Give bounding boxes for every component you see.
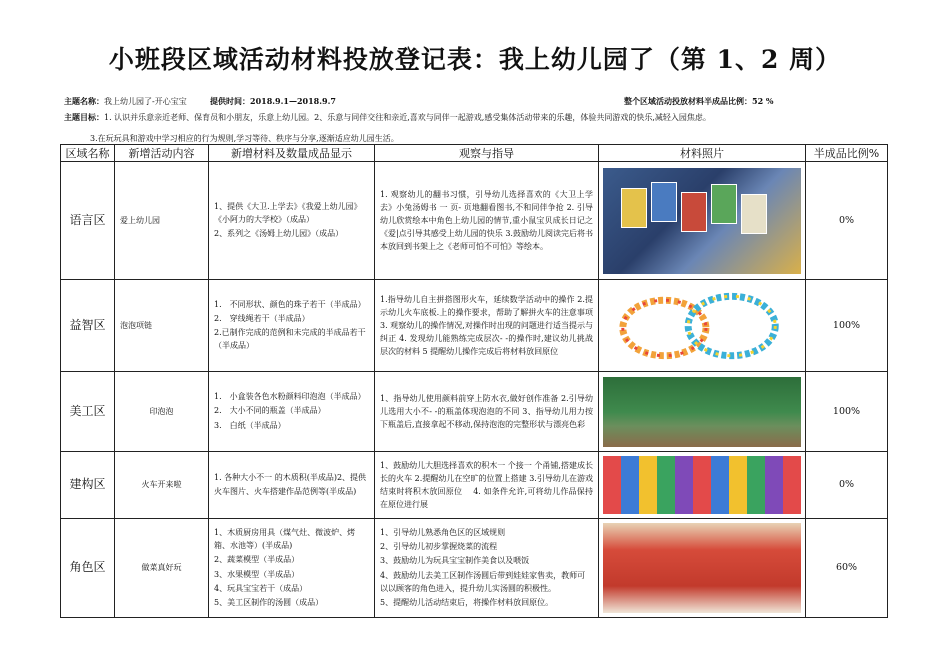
- observation-cell: 1、指导幼儿使用颜料前穿上防水衣,做好创作准备 2.引导幼儿选用大小不- -的瓶盖体现泡泡的不同 3、指导幼儿用力按下瓶盖后,直接拿起不移动,保持泡泡的完整形状与漂亮色彩: [375, 372, 599, 452]
- materials-cell: [209, 372, 375, 452]
- table-row: [61, 162, 888, 280]
- area-name: 益智区: [61, 280, 115, 372]
- material-item: 2、系列之《汤姆上幼儿园》（成品）: [214, 229, 344, 239]
- necklace-drawing: [603, 286, 801, 366]
- ratio-value: 52 %: [752, 96, 774, 106]
- header-activity: 新增活动内容: [115, 145, 209, 162]
- materials-cell: [209, 452, 375, 519]
- bead-necklace-photo: [603, 286, 801, 366]
- ratio-cell: 0%: [806, 452, 888, 519]
- ratio-cell: 100%: [806, 372, 888, 452]
- material-item: 5、美工区制作的汤圆（成品）: [214, 597, 324, 607]
- material-item: 1. 不同形状、颜色的珠子若干（半成品）: [214, 299, 366, 309]
- area-name: 美工区: [61, 372, 115, 452]
- area-name: 语言区: [61, 162, 115, 280]
- activity-name: 爱上幼儿园: [115, 162, 209, 280]
- goal-label: 主题目标：: [64, 112, 104, 122]
- material-item: 2. 大小不同的瓶盖（半成品）: [214, 406, 326, 416]
- materials-cell: [209, 162, 375, 280]
- ratio-label: 整个区域活动投放材料半成品比例：: [624, 96, 752, 106]
- photo-cell: [599, 280, 806, 372]
- table-row: [61, 372, 888, 452]
- books-photo: [603, 168, 801, 274]
- photo-cell: [599, 452, 806, 519]
- registration-table: [60, 144, 888, 618]
- theme-name-label: 主题名称：: [64, 96, 104, 106]
- observation-cell: 1、鼓励幼儿大胆选择喜欢的积木一 个接一 个甬铺,搭建成长长的火车 2.提醒幼儿在空旷的位置上搭建 3.引导幼儿在游戏结束时将积木放回原位 4. 如条件允许,可将幼儿作品保持在原位进行展: [375, 452, 599, 519]
- photo-cell: [599, 372, 806, 452]
- table-row: [61, 452, 888, 519]
- observation-cell: 1.指导幼儿自主拼搭图形火车，延续数学活动中的操作 2.提示幼儿火车底板.上的操作要求，帮助了解拼火车的注意事项 3. 观察幼儿的操作情况,对操作时出现的问题进行适当提示与纠正 4. 发现幼儿能熟练完成层次- -的操作时,建议幼儿挑战层次的材料 5 提醒幼儿操作完成后将材料放回原位: [375, 280, 599, 372]
- photo-cell: [599, 519, 806, 618]
- observation-item: 2、引导幼儿初步掌握烧菜的流程: [380, 542, 498, 552]
- theme-name-value: 我上幼儿园了-开心宝宝: [104, 97, 187, 106]
- observation-item: 3、鼓励幼儿为玩具宝宝制作美食以及喂饭: [380, 556, 530, 566]
- blocks-photo: [603, 456, 801, 514]
- painting-photo: [603, 377, 801, 447]
- observation-cell: 1. 观察幼儿的翻书习惯，引导幼儿选择喜欢的《大卫上学去》小兔汤姆书 一 页- 页地翻看图书,不和同伴争抢 2. 引导幼儿欣赏绘本中角色上幼儿园的情节,重小鼠宝贝成长日记之《爱|点引导其感受上幼儿园的快乐 3.鼓励幼儿阅读完后将书本放回到书架上之《老师可怕不可怕》等绘本。: [375, 162, 599, 280]
- material-item: 3、水果模型（半成品）: [214, 569, 300, 579]
- observation-item: 1、引导幼儿熟悉角色区的区域规则: [380, 527, 506, 537]
- ratio-cell: 0%: [806, 162, 888, 280]
- material-item: 3. 白纸（半成品）: [214, 420, 286, 430]
- time-label: 提供时间：: [210, 96, 250, 106]
- header-photo: 材料照片: [599, 145, 806, 162]
- material-item: 1、提供《大卫.上学去》《我爱上幼儿园》《小阿力的大学校》（成品）: [214, 201, 362, 224]
- theme-info-row: [64, 96, 884, 107]
- activity-name: 做菜真好玩: [115, 519, 209, 618]
- header-observation: 观察与指导: [375, 145, 599, 162]
- area-name: 角色区: [61, 519, 115, 618]
- activity-name: 泡泡项链: [115, 280, 209, 372]
- observation-item: 5、提醒幼儿活动结束后，将操作材料放回原位。: [380, 597, 554, 607]
- material-item: 2、蔬菜模型（半成品）: [214, 555, 300, 565]
- photo-cell: [599, 162, 806, 280]
- goal-line-2: 3.在玩玩具和游戏中学习相应的行为规则,学习等待、秩序与分享,逐渐适应幼儿园生活。: [90, 134, 399, 143]
- material-item: 1、木质厨房用具（煤气灶、微波炉、烤箱、水池等）(半成品): [214, 527, 356, 551]
- material-item: 1. 小盒装各色水粉颜料印泡泡（半成品）: [214, 392, 366, 402]
- header-ratio: 半成品比例%: [806, 145, 888, 162]
- area-name: 建构区: [61, 452, 115, 519]
- ratio-cell: 100%: [806, 280, 888, 372]
- material-item: 1. 各种大小不一 的木质积(半成品)2、提供火车图片、火车搭建作品范例等(半成品): [214, 473, 367, 496]
- material-item: 4、玩具宝宝若干（成品）: [214, 583, 308, 593]
- theme-goal-row: [64, 112, 711, 123]
- goal-line-1: 1. 认识并乐意亲近老师、保育员和小朋友，乐意上幼儿园。2、乐意与同伴交往和亲近,喜欢与同伴一起游戏,感受集体活动带来的乐趣，体验共同游戏的快乐,减轻入园焦虑。: [104, 113, 711, 122]
- header-materials: 新增材料及数量成品显示: [209, 145, 375, 162]
- material-item: 2. 穿线绳若干（半成品）: [214, 313, 310, 323]
- activity-name: 印泡泡: [115, 372, 209, 452]
- table-header-row: [61, 145, 888, 162]
- materials-cell: [209, 280, 375, 372]
- page-title: 小班段区域活动材料投放登记表：我上幼儿园了（第 1、2 周）: [108, 45, 842, 74]
- ratio-cell: 60%: [806, 519, 888, 618]
- time-value: 2018.9.1—2018.9.7: [250, 96, 336, 106]
- materials-cell: [209, 519, 375, 618]
- observation-item: 4、鼓励幼儿去美工区制作汤圆后带到娃娃家售卖，教师可以以顾客的角色进入，提升幼儿实汤圆的积极性。: [380, 570, 586, 593]
- activity-name: 火车开来啦: [115, 452, 209, 519]
- header-area: 区域名称: [61, 145, 115, 162]
- table-row: [61, 280, 888, 372]
- play-kitchen-photo: [603, 523, 801, 613]
- material-item: 2.已制作完成的范例和未完成的半成品若干（半成品）: [214, 328, 366, 351]
- observation-cell: [375, 519, 599, 618]
- table-row: [61, 519, 888, 618]
